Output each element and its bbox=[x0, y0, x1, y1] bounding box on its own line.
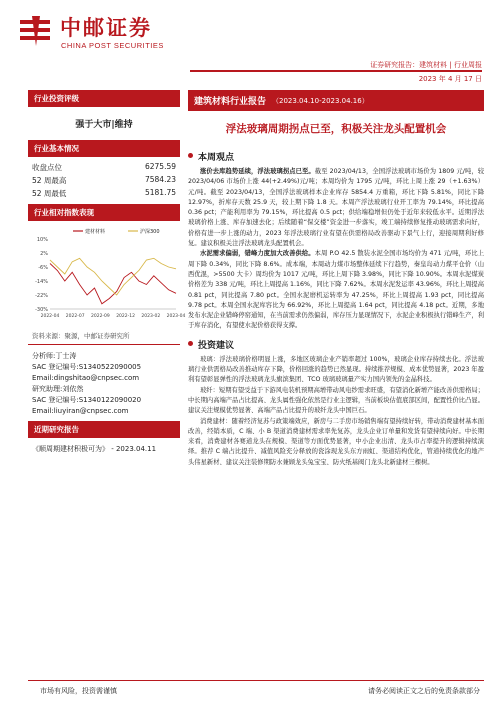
x-tick-label: 2022-09 bbox=[90, 314, 110, 319]
section-investment-advice: 投资建议 bbox=[188, 332, 484, 355]
rating-heading: 行业投资评级 bbox=[28, 90, 180, 107]
y-tick-label: -6% bbox=[38, 265, 48, 271]
footer-disclaimer: 请务必阅读正文之后的免责条款部分 bbox=[368, 687, 480, 695]
footer bbox=[40, 686, 480, 696]
x-tick-label: 2023-02 bbox=[141, 314, 161, 319]
basic-row: 收盘点位 6275.59 bbox=[32, 162, 176, 172]
report-range: （2023.04.10-2023.04.16） bbox=[272, 96, 369, 105]
analyst-info: 分析师:丁士涛 SAC 登记编号:S1340522090005 Email:dingshitao@cnpsec.com 研究助理:刘依然 SAC 登记编号:S1340122090020 Email:liuyiran@cnpsec.com bbox=[32, 352, 142, 415]
recent-report-link[interactable]: 《顺周期建材积极可为》 - 2023.04.11 bbox=[32, 445, 157, 453]
basic-info-table bbox=[28, 157, 180, 204]
y-tick-label: 10% bbox=[36, 237, 48, 243]
china-post-logo-icon bbox=[18, 14, 52, 48]
footer-risk: 市场有风险，投资需谨慎 bbox=[40, 687, 117, 695]
x-tick-label: 2023-04 bbox=[166, 314, 186, 319]
y-tick-label: -22% bbox=[35, 293, 48, 299]
legend-label: 沪深300 bbox=[140, 229, 160, 235]
basic-row: 52 周最低 5181.75 bbox=[32, 188, 176, 198]
basic-row: 52 周最高 7584.23 bbox=[32, 175, 176, 185]
trend-heading: 行业相对指数表现 bbox=[28, 204, 180, 221]
divider bbox=[28, 344, 180, 345]
paragraph-glass: 涨价去库趋势延续，浮法玻璃拐点已至。截至 2023/04/13，全国浮法玻璃市场价为 1809 元/吨，较 2023/04/06 市场价上涨 44(+2.49%)元/吨；本周均价为 1795 元/吨，环比上周上涨 29（+1.63%）元/吨。截至 2023/04/13，全国浮法玻璃样本企业库存 5854.4 万重箱，环比下降 5.81%，同比下降 12.97%，折库存天数 25.9 天，较上期下降 1.8 天。本周产浮法玻璃行业开工率为 79.14%，环比提高 0.36 pct；产能利用率为 79.15%，环比提高 0.5 pct；供给端稳增但仍处于近年来较低水平。近期浮法玻璃价格上涨、库存加速去化；后续随着“保交楼”资金进一步落实，竣工端持续修复推动玻璃需求向好，价格有进一步上涨的动力，2023 年浮法玻璃行业有望在供需格局改善驱动下景气上行，迎接周期利好修复。建议积极关注浮法玻璃龙头配置机会。 bbox=[188, 168, 485, 248]
main-content bbox=[188, 90, 484, 468]
paragraph-advice-glass: 玻璃：浮法玻璃价格明显上涨，多地区玻璃企业产销率超过 100%，玻璃企业库存持续去化。浮法玻璃行业供需格局改善推动库存下降，价格回涨的趋势已然显现。持续推荐规模、成本优势显著，2023 年盈利有望彰显弹性的浮法玻璃龙头旗滨集团、TCO 玻璃玻璃量产实力国内领先的金晶科技。 bbox=[188, 355, 484, 384]
report-title-bar bbox=[188, 90, 484, 111]
chart-source: 资料来源：聚源，中邮证券研究所 bbox=[32, 332, 130, 340]
rating-value: 强于大市|维持 bbox=[75, 120, 133, 130]
x-tick-label: 2022-04 bbox=[40, 314, 60, 319]
series-line-0 bbox=[50, 264, 176, 304]
report-date: 2023 年 4 月 17 日 bbox=[418, 75, 482, 83]
y-tick-label: -30% bbox=[35, 307, 48, 313]
x-tick-label: 2022-12 bbox=[116, 314, 136, 319]
y-tick-label: -14% bbox=[35, 279, 48, 285]
paragraph-advice-consumer: 消费建材：随着经济复苏与政策端效应，新房与二手房市场销售端有望持续好转，带动消费建材基本面改善，经销本质，C 端、小 B 渠道消费建材需求率先复苏，龙头企业订单量和发货有望持续向好。中长期来看，消费建材各赛道龙头在规模、渠道等方面优势显著，中小企业出清、龙头市占率提升的逻辑持续演绎。推荐 C 端占比提升、减值风险充分释放的瓷涂现龙头东方雨虹、渠道结构优化，管道持续优化的地产头伟星新材、建议关注装修期防水兼顾龙头兔宝宝、防火纸基阀门龙头北新建材三棵树。 bbox=[188, 417, 484, 466]
recent-reports-heading: 近期研究报告 bbox=[28, 421, 180, 438]
y-tick-label: 2% bbox=[40, 251, 48, 257]
headline: 浮法玻璃周期拐点已至，积极关注龙头配置机会 bbox=[225, 123, 447, 135]
paragraph-advice-fiber: 玻纤：短期有望受益于下游风电装机预期高增带动风电纱需求旺盛，有望消化新增产能改善供需格局；中长期内高端产品占比提高、龙头属性强化依然是行业主逻辑，当前板块估值底部区间，配置性价比凸显。建议关注规模优势显著、高端产品占比提升的玻纤龙头中国巨石。 bbox=[188, 386, 484, 415]
basic-info-heading: 行业基本情况 bbox=[28, 140, 180, 157]
relative-index-chart bbox=[28, 225, 186, 325]
report-category: 证券研究报告：建筑材料 | 行业周报 bbox=[370, 61, 482, 69]
sidebar bbox=[28, 90, 186, 461]
footer-divider bbox=[28, 680, 484, 681]
x-tick-label: 2022-07 bbox=[65, 314, 85, 319]
section-weekly-view: 本周观点 bbox=[188, 144, 484, 167]
report-header bbox=[0, 0, 500, 90]
header-divider bbox=[190, 70, 482, 72]
paragraph-cement: 水泥需求偏弱，错峰力度加大改善供给。本周 P.O 42.5 散装水泥全国市场均价为 471 元/吨，环比上周下降 0.34%，同比下降 8.6%。成本端，本周动力煤市场整体延续下行趋势，秦皇岛动力煤平仓价（山西优混，>5500 大卡）周均价为 1017 元/吨，环比上周下降 3.98%，同比下降 10.90%。本周水泥煤炭价格差为 338 元/吨，环比上周提高 1.16%，同比下降 7.62%。本周水泥发运率 43.96%，环比上周提高 0.81 pct，同比提高 7.80 pct。全国水泥磨机运转率为 47.25%，环比上周提高 1.93 pct，同比提高 9.78 pct。本周全国水泥库容比为 66.92%，环比上周提高 1.64 pct，同比提高 4.18 pct。近期，多地发布水泥企业错峰停窑通知，在当前需求仍然偏弱，库存压力显现情况下，水泥企业积极执行错峰生产，利于库存消化，有望使水泥价格获得支撑。 bbox=[188, 250, 484, 330]
brand-name-cn: 中邮证券 bbox=[60, 16, 152, 40]
legend-label: 建材材料 bbox=[85, 229, 106, 235]
report-title: 建筑材料行业报告 bbox=[194, 97, 267, 107]
brand-name-en: CHINA POST SECURITIES bbox=[61, 41, 164, 50]
